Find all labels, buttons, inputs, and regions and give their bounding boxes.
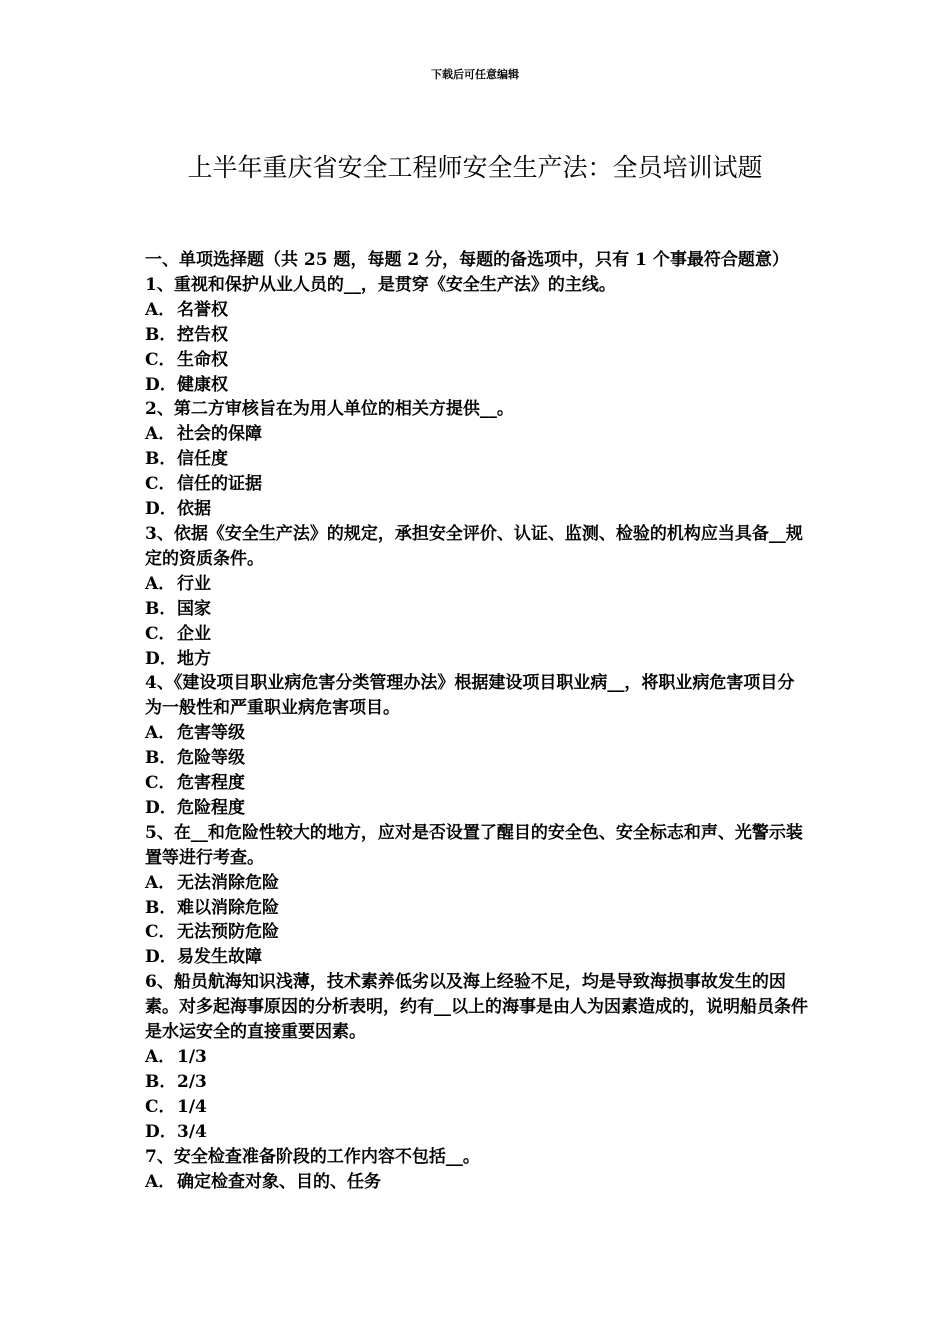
answer-option: [145, 348, 810, 373]
option-text: 控告权: [177, 324, 228, 345]
option-text: 社会的保障: [177, 424, 262, 445]
option-letter: C．: [145, 623, 176, 644]
answer-option: [145, 572, 810, 597]
answer-option: [145, 721, 810, 746]
option-text: 2/3: [177, 1071, 207, 1092]
option-text: 危害等级: [177, 723, 245, 744]
answer-option: [145, 896, 810, 921]
option-text: 无法预防危险: [177, 922, 279, 943]
option-letter: D．: [145, 947, 177, 968]
option-letter: B．: [145, 598, 177, 619]
option-text: 健康权: [177, 374, 228, 395]
option-letter: B．: [145, 897, 177, 918]
option-letter: D．: [145, 499, 177, 520]
answer-option: [145, 771, 810, 796]
option-letter: C．: [145, 773, 176, 794]
option-text: 1/3: [177, 1047, 207, 1067]
question-text: 2、第二方审核旨在为用人单位的相关方提供__。: [145, 399, 514, 420]
answer-option: [145, 298, 810, 323]
answer-option: [145, 746, 810, 771]
option-letter: C．: [145, 474, 176, 495]
option-text: 危险程度: [177, 797, 245, 818]
answer-option: [145, 422, 810, 447]
question-item: [145, 522, 810, 671]
answer-option: [145, 1070, 810, 1095]
question-text: 7、安全检查准备阶段的工作内容不包括__。: [145, 1146, 480, 1167]
document-title: 上半年重庆省安全工程师安全生产法：全员培训试题: [187, 153, 763, 182]
answer-option: [145, 1120, 810, 1145]
option-text: 企业: [177, 623, 211, 644]
option-letter: B．: [145, 1071, 177, 1092]
option-text: 危害程度: [177, 773, 245, 794]
answer-option: [145, 597, 810, 622]
option-letter: C．: [145, 922, 176, 943]
option-text: 危险等级: [177, 748, 245, 769]
answer-option: [145, 871, 810, 896]
option-letter: A．: [145, 1171, 176, 1192]
answer-option: [145, 647, 810, 672]
question-text: 1、重视和保护从业人员的__，是贯穿《安全生产法》的主线。: [145, 274, 616, 295]
option-text: 生命权: [177, 349, 228, 370]
answer-option: [145, 1170, 810, 1195]
option-text: 3/4: [177, 1121, 207, 1142]
answer-option: [145, 323, 810, 348]
option-text: 依据: [177, 499, 211, 520]
question-list: [145, 273, 810, 1195]
option-letter: A．: [145, 872, 176, 893]
answer-option: [145, 497, 810, 522]
question-item: [145, 1145, 810, 1195]
answer-option: [145, 920, 810, 945]
option-letter: A．: [145, 1047, 176, 1067]
question-item: [145, 397, 810, 522]
option-text: 信任的证据: [177, 474, 262, 495]
question-text: 6、船员航海知识浅薄，技术素养低劣以及海上经验不足，均是导致海损事故发生的因素。对多起海事原因的分析表明，约有__以上的海事是由人为因素造成的，说明船员条件是水运安全的直接重要因素。: [145, 972, 808, 1043]
option-letter: B．: [145, 449, 177, 470]
question-item: [145, 970, 810, 1144]
option-text: 国家: [177, 598, 211, 619]
header-note: 下载后可任意编辑: [431, 68, 519, 81]
option-text: 名誉权: [177, 299, 228, 320]
answer-option: [145, 1095, 810, 1120]
option-letter: D．: [145, 648, 177, 669]
question-text: 5、在__和危险性较大的地方，应对是否设置了醒目的安全色、安全标志和声、光警示装置等进行考查。: [145, 822, 803, 868]
answer-option: [145, 622, 810, 647]
option-letter: C．: [145, 349, 176, 370]
answer-option: [145, 447, 810, 472]
option-text: 行业: [177, 573, 211, 594]
option-text: 无法消除危险: [177, 872, 279, 893]
option-text: 1/4: [177, 1096, 207, 1117]
question-item: [145, 273, 810, 398]
option-letter: B．: [145, 748, 177, 769]
option-letter: A．: [145, 723, 176, 744]
answer-option: [145, 1045, 810, 1070]
option-text: 地方: [177, 648, 211, 669]
option-text: 确定检查对象、目的、任务: [177, 1171, 381, 1192]
answer-option: [145, 796, 810, 821]
question-text: 4、《建设项目职业病危害分类管理办法》根据建设项目职业病__，将职业病危害项目分为一般性和严重职业病危害项目。: [145, 673, 795, 719]
option-letter: D．: [145, 797, 177, 818]
option-letter: B．: [145, 324, 177, 345]
section-heading: 一、单项选择题（共 25 题，每题 2 分，每题的备选项中，只有 1 个事最符合题意）: [145, 250, 789, 270]
option-letter: A．: [145, 424, 176, 445]
option-letter: C．: [145, 1096, 176, 1117]
option-letter: A．: [145, 299, 176, 320]
question-text: 3、依据《安全生产法》的规定，承担安全评价、认证、监测、检验的机构应当具备__规定的资质条件。: [145, 523, 803, 569]
answer-option: [145, 945, 810, 970]
option-letter: D．: [145, 1121, 177, 1142]
option-text: 信任度: [177, 449, 228, 470]
answer-option: [145, 472, 810, 497]
document-body: [145, 248, 810, 1194]
option-text: 易发生故障: [177, 947, 262, 968]
option-text: 难以消除危险: [177, 897, 279, 918]
question-item: [145, 821, 810, 970]
option-letter: D．: [145, 374, 177, 395]
option-letter: A．: [145, 573, 176, 594]
question-item: [145, 671, 810, 820]
answer-option: [145, 373, 810, 398]
